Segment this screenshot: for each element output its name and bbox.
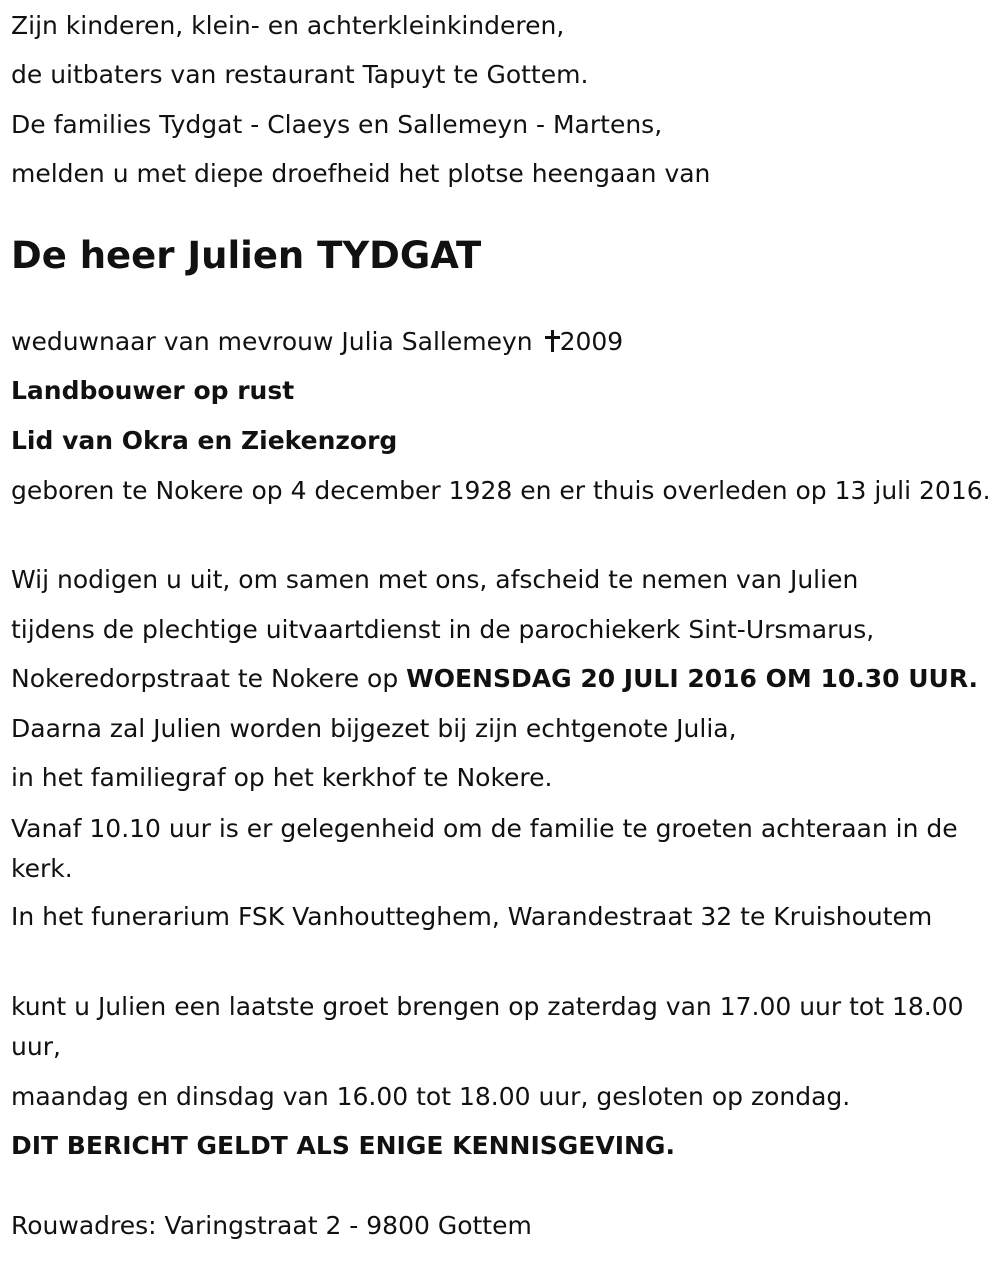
mourning-address: Rouwadres: Varingstraat 2 - 9800 Gottem <box>11 1211 532 1240</box>
widower-line <box>11 322 623 362</box>
funerarium-hours: kunt u Julien een laatste groet brengen op zaterdag van 17.00 uur tot 18.00 uur, <box>11 992 964 1061</box>
funerarium-address: In het funerarium FSK Vanhoutteghem, Warandestraat 32 te Kruishoutem <box>11 902 933 931</box>
notice: DIT BERICHT GELDT ALS ENIGE KENNISGEVING. <box>11 1131 675 1160</box>
cross-icon <box>545 330 559 352</box>
funerarium-hours-weekdays: maandag en dinsdag van 16.00 tot 18.00 uur, gesloten op zondag. <box>11 1082 851 1111</box>
burial-line: Daarna zal Julien worden bijgezet bij zijn echtgenote Julia, <box>11 714 737 743</box>
service-invite: Wij nodigen u uit, om samen met ons, afscheid te nemen van Julien <box>11 565 859 594</box>
deceased-name: De heer Julien TYDGAT <box>11 234 482 277</box>
intro-line-announcement: melden u met diepe droefheid het plotse heengaan van <box>11 159 711 188</box>
service-street: Nokeredorpstraat te Nokere op <box>11 664 407 693</box>
occupation: Landbouwer op rust <box>11 376 295 405</box>
service-datetime: WOENSDAG 20 JULI 2016 OM 10.30 UUR. <box>406 664 979 693</box>
burial-place: in het familiegraf op het kerkhof te Nokere. <box>11 763 553 792</box>
service-church: tijdens de plechtige uitvaartdienst in de parochiekerk Sint-Ursmarus, <box>11 615 875 644</box>
service-datetime-line <box>11 659 978 699</box>
greeting-info: Vanaf 10.10 uur is er gelegenheid om de familie te groeten achteraan in de kerk. <box>11 814 958 883</box>
intro-line-children: Zijn kinderen, klein- en achterkleinkinderen, <box>11 11 565 40</box>
intro-line-families: De families Tydgat - Claeys en Sallemeyn - Martens, <box>11 110 663 139</box>
birth-death-line: geboren te Nokere op 4 december 1928 en er thuis overleden op 13 juli 2016. <box>11 476 991 505</box>
membership: Lid van Okra en Ziekenzorg <box>11 426 398 455</box>
widower-year: 2009 <box>559 327 624 356</box>
widower-text: weduwnaar van mevrouw Julia Sallemeyn <box>11 327 533 356</box>
intro-line-restaurant: de uitbaters van restaurant Tapuyt te Gottem. <box>11 60 589 89</box>
